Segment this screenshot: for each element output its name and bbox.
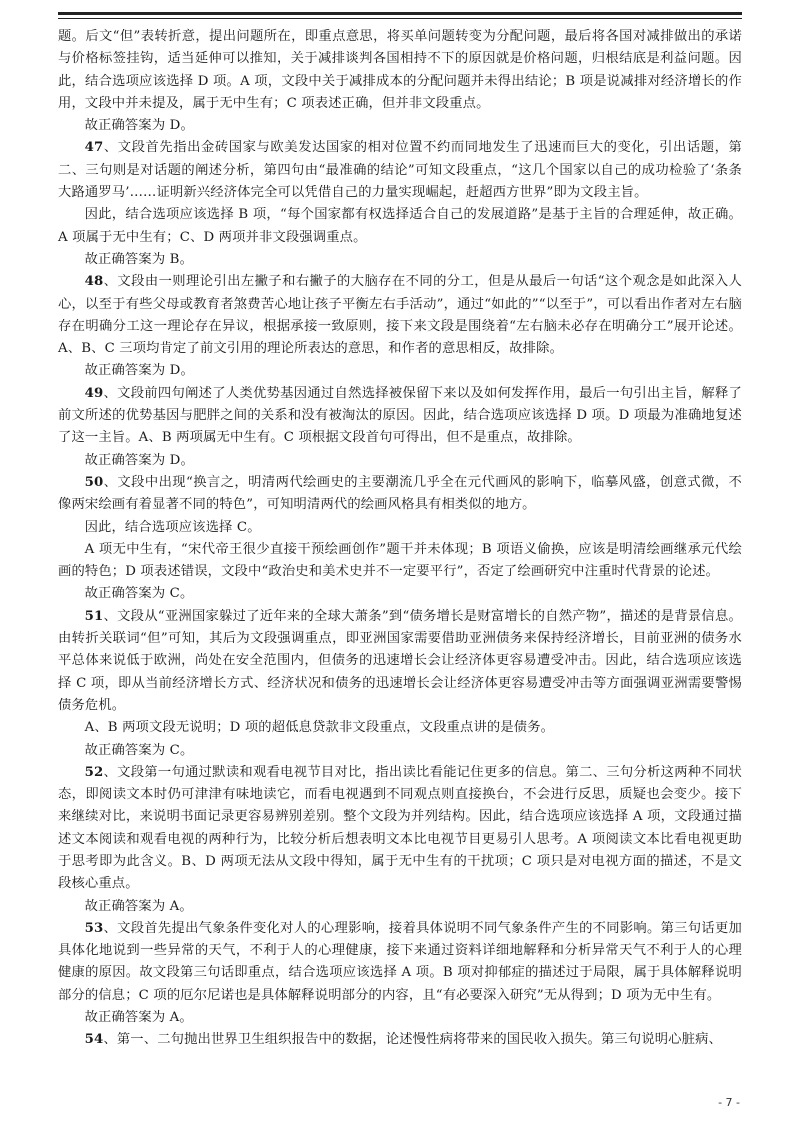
question-explanation-54 [58,1029,742,1051]
question-explanation-49 [58,383,742,450]
question-number: 52 [84,764,104,780]
header-rule-thick [58,12,742,15]
answer-line: 故正确答案为 B。 [84,251,194,267]
page-number: - 7 - [718,1096,740,1109]
explanation-text: 、文段从“亚洲国家躲过了近年来的全球大萧条”到“债务增长是财富增长的自然产物”，描述的是背景信息。由转折关联词“但”可知，其后为文段强调重点，即亚洲国家需要借助亚洲债务来保持经济增长，目前亚洲的债务水平总体来说低于欧洲，尚处在安全范围内，但债务的迅速增长会让经济体更容易遭受冲击。因此，结合选项应该选择 C 项，即从当前经济增长方式、经济状况和债务的迅速增长会让经济体更容易遭受冲击等方面强调亚洲需要警惕债务危机。 [58,608,742,713]
question-number: 49 [84,385,104,401]
paragraph: A、B 两项文段无说明；D 项的超低息贷款非文段重点，文段重点讲的是债务。 [84,720,555,736]
explanation-text: 、第一、二句抛出世界卫生组织报告中的数据，论述慢性病将带来的国民收入损失。第三句说明心脏病、 [103,1032,722,1048]
question-number: 53 [84,920,104,936]
answer-line: 故正确答案为 A。 [84,1010,193,1026]
question-explanation-48 [58,271,742,360]
explanation-text: 、文段首先指出金砖国家与欧美发达国家的相对位置不约而同地发生了迅速而巨大的变化，引出话题，第二、三句则是对话题的阐述分析，第四句由“最准确的结论”可知文段重点，“这几个国家以自己的成功检验了‘条条大路通罗马’……证明新兴经济体完全可以凭借自己的力量实现崛起，赶超西方世界”即为文段主旨。 [58,140,742,201]
header-rule-thin [58,18,742,19]
answer-explanations [58,26,742,1052]
question-number: 50 [84,474,104,490]
answer-line: 故正确答案为 C。 [84,742,194,758]
explanation-text: 、文段前四句阐述了人类优势基因通过自然选择被保留下来以及如何发挥作用，最后一句引出主旨，解释了前文所述的优势基因与肥胖之间的关系和没有被淘汰的原因。因此，结合选项应该选择 D 项。D 项最为准确地复述了这一主旨。A、B 两项属无中生有。C 项根据文段首句可得出，但不是重点，故排除。 [58,385,742,446]
answer-line: 故正确答案为 D。 [84,363,194,379]
paragraph: A 项无中生有，“宋代帝王很少直接干预绘画创作”题干并未体现；B 项语义偷换，应该是明清绘画继承元代绘画的特色；D 项表述错误，文段中“政治史和美术史并不一定要平行”，否定了绘画研究中注重时代背景的论述。 [58,541,742,580]
answer-line: 故正确答案为 D。 [84,452,194,468]
question-explanation-50 [58,472,742,517]
explanation-text: 、文段首先提出气象条件变化对人的心理影响，接着具体说明不同气象条件产生的不同影响。第三句话更加具体化地说到一些异常的天气，不利于人的心理健康，接下来通过资料详细地解释和分析异常天气不利于人的心理健康的原因。故文段第三句话即重点，结合选项应该选择 A 项。B 项对抑郁症的描述过于局限，属于具体解释说明部分的信息；C 项的厄尔尼诺也是具体解释说明部分的内容，且“有必要深入研究”无从得到；D 项为无中生有。 [58,920,742,1003]
answer-line: 故正确答案为 C。 [84,586,194,602]
question-explanation-51 [58,606,742,717]
question-explanation-47 [58,137,742,204]
question-number: 48 [84,274,104,290]
question-number: 54 [84,1032,104,1048]
explanation-text: 、文段第一句通过默读和观看电视节目对比，指出读比看能记住更多的信息。第二、三句分析这两种不同状态，即阅读文本时仍可津津有味地读它，而看电视遇到不同观点则直接换台，不会进行反思，质疑也会变少。接下来继续对比，来说明书面记录更容易辨别差别。整个文段为并列结构。因此，结合选项应该选择 A 项，文段通过描述文本阅读和观看电视的两种行为，比较分析后想表明文本比电视节目更易引人思考。A 项阅读文本比看电视更助于思考即为此含义。B、D 两项无法从文段中得知，属于无中生有的干扰项；C 项只是对电视方面的描述，不是文段核心重点。 [58,764,742,892]
explanation-text: 、文段由一则理论引出左撇子和右撇子的大脑存在不同的分工，但是从最后一句话“这个观念是如此深入人心，以至于有些父母或教育者煞费苦心地让孩子平衡左右手活动”，通过“如此的”“以至于”，可以看出作者对左右脑存在明确分工这一理论存在异议，根据承接一致原则，接下来文段是围绕着“左右脑未必存在明确分工”展开论述。A、B、C 三项均肯定了前文引用的理论所表达的意思，和作者的意思相反，故排除。 [58,274,742,357]
paragraph: 题。后文“但”表转折意，提出问题所在，即重点意思，将买单问题转变为分配问题，最后将各国对减排做出的承诺与价格标签挂钩，适当延伸可以推知，关于减排谈判各国相持不下的原因就是价格问题，归根结底是利益问题。因此，结合选项应该选择 D 项。A 项，文段中关于减排成本的分配问题并未得出结论；B 项是说减排对经济增长的作用，文段中并未提及，属于无中生有；C 项表述正确，但并非文段重点。 [58,29,742,111]
answer-line: 故正确答案为 A。 [84,898,193,914]
question-explanation-53 [58,918,742,1007]
explanation-text: 、文段中出现“换言之，明清两代绘画史的主要潮流几乎全在元代画风的影响下，临摹风盛，创意式微，不像两宋绘画有着显著不同的特色”，可知明清两代的绘画风格具有相类似的地方。 [58,474,742,513]
question-number: 47 [84,140,104,156]
paragraph: 因此，结合选项应该选择 C。 [84,519,261,535]
question-explanation-52 [58,762,742,896]
paragraph: 因此，结合选项应该选择 B 项，“每个国家都有权选择适合自己的发展道路”是基于主旨的合理延伸，故正确。A 项属于无中生有；C、D 两项并非文段强调重点。 [58,207,742,245]
answer-line: 故正确答案为 D。 [84,118,194,134]
question-number: 51 [84,608,104,624]
